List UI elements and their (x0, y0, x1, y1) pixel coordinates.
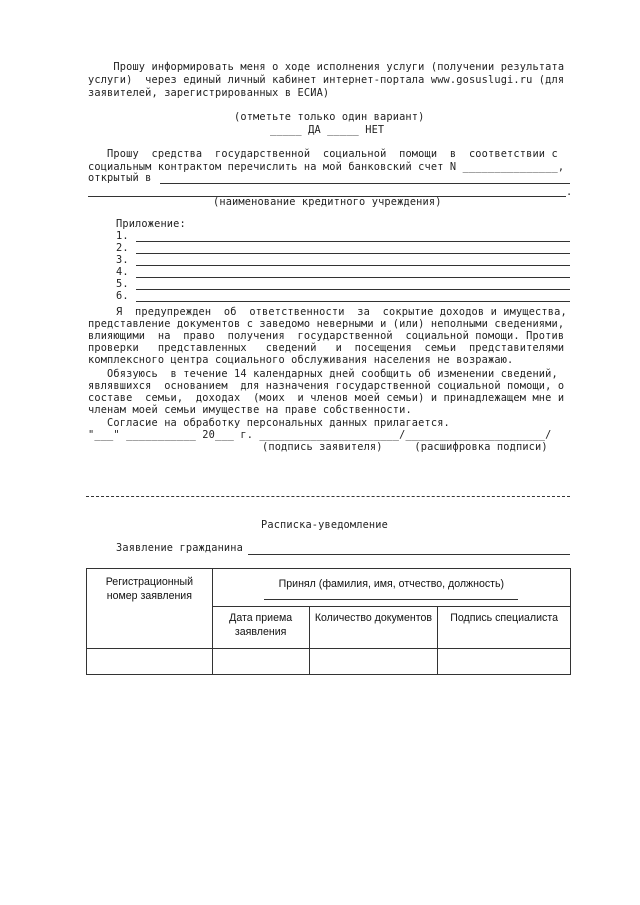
appendix-line-6 (136, 301, 570, 302)
warning-line-5: комплексного центра социального обслуживания населения не возражаю. (88, 354, 514, 366)
inform-line-3: заявителей, зарегистрированных в ЕСИА) (88, 87, 330, 99)
date-cell[interactable] (212, 649, 309, 675)
applicant-label: Заявление гражданина (116, 542, 243, 554)
appendix-line-3 (136, 265, 570, 266)
bank-line-end: . (566, 186, 573, 198)
signature-cell[interactable] (438, 649, 571, 675)
col-signature (438, 607, 571, 649)
reg-number-label: Регистрационный номер заявления (105, 576, 194, 602)
obligation-line-4: членам моей семьи имуществе на праве собственности. (88, 404, 412, 416)
appendix-line-1 (136, 241, 570, 242)
signature-captions: (подпись заявителя) (расшифровка подписи) (262, 441, 548, 453)
receipt-table (86, 568, 571, 675)
applicant-line (248, 554, 570, 555)
bank-line-3: открытый в (88, 172, 152, 184)
appendix-item-5: 5. (116, 278, 129, 290)
warning-line-1: Я предупрежден об ответственности за сокрытие доходов и имущества, (116, 306, 567, 318)
bank-line-2: социальным контрактом перечислить на мой банковский счет N _______________, (88, 161, 565, 173)
col-count (309, 607, 438, 649)
appendix-item-6: 6. (116, 290, 129, 302)
choice-hint: (отметьте только один вариант) (234, 111, 425, 123)
appendix-title: Приложение: (116, 218, 186, 230)
bank-caption: (наименование кредитного учреждения) (213, 196, 442, 208)
obligation-line-3: составе семьи, доходах (моих и членов моей семьи) и принадлежащем мне и (88, 392, 565, 404)
bank-line-1: Прошу средства государственной социальной помощи в соответствии с (88, 148, 558, 160)
accepted-by-line (264, 599, 518, 600)
appendix-item-1: 1. (116, 230, 129, 242)
appendix-item-2: 2. (116, 242, 129, 254)
consent-text: Согласие на обработку персональных данных прилагается. (88, 417, 450, 429)
appendix-item-4: 4. (116, 266, 129, 278)
appendix-line-2 (136, 253, 570, 254)
appendix-line-4 (136, 277, 570, 278)
cut-line (86, 496, 570, 497)
warning-line-2: представление документов с заведомо неверными и (или) неполными сведениями, (88, 318, 565, 330)
inform-line-1: Прошу информировать меня о ходе исполнения услуги (получении результата (88, 61, 565, 73)
warning-line-4: проверки представленных сведений и посещения семьи представителями (88, 342, 565, 354)
accepted-by-header (212, 569, 570, 607)
appendix-line-5 (136, 289, 570, 290)
choice-options: _____ ДА _____ НЕТ (270, 124, 385, 136)
col-date (212, 607, 309, 649)
obligation-line-1: Обязуюсь в течение 14 календарных дней сообщить об изменении сведений, (88, 368, 558, 380)
obligation-line-2: являвшихся основанием для назначения государственной социальной помощи, о (88, 380, 565, 392)
reg-number-header (87, 569, 213, 649)
reg-number-cell[interactable] (87, 649, 213, 675)
col-date-label: Дата приема заявления (229, 612, 293, 638)
accepted-by-label: Принял (фамилия, имя, отчество, должность) (278, 578, 505, 590)
col-signature-label: Подпись специалиста (450, 612, 558, 624)
bank-name-line (160, 183, 570, 184)
warning-line-3: влияющими на право получения государственной социальной помощи. Против (88, 330, 565, 342)
appendix-item-3: 3. (116, 254, 129, 266)
signature-line: "___" ___________ 20___ г. ______________________/______________________/ (88, 429, 552, 441)
inform-line-2: услуги) через единый личный кабинет интернет-портала www.gosuslugi.ru (для (88, 74, 565, 86)
count-cell[interactable] (309, 649, 438, 675)
col-count-label: Количество документов (314, 612, 432, 624)
receipt-title: Расписка-уведомление (261, 519, 388, 531)
